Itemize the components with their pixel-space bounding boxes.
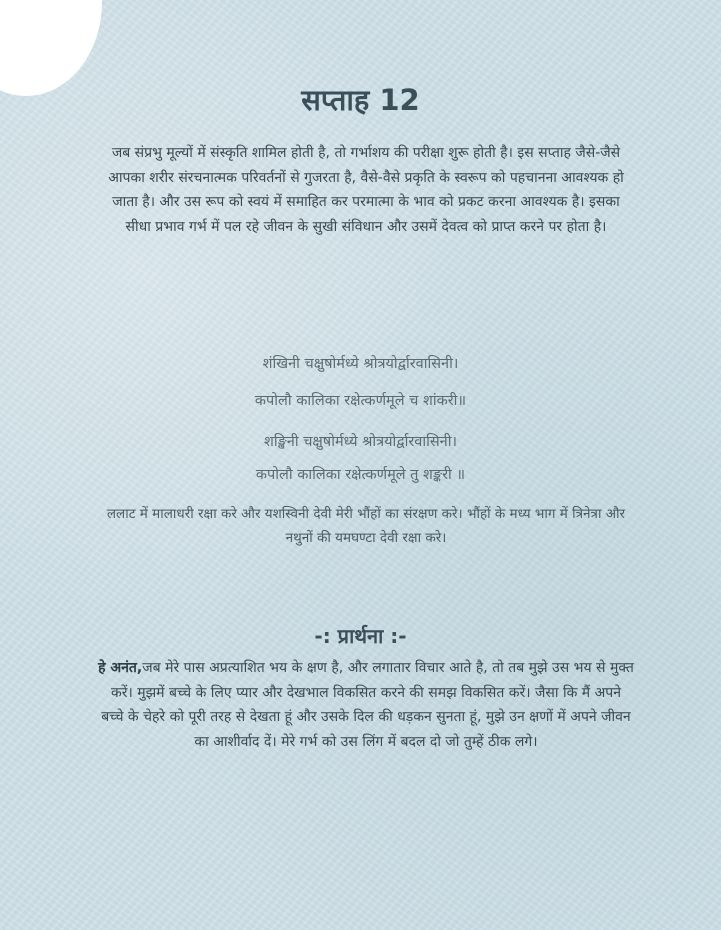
prayer-heading: -: प्रार्थना :-: [314, 624, 407, 648]
prayer-lead: हे अनंत,: [98, 660, 143, 676]
mantra-line-4: कपोलौ कालिका रक्षेत्कर्णमूले तु शङ्करी ॥: [255, 467, 466, 483]
mantra-line-3: शङ्खिनी चक्षुषोर्मध्ये श्रोत्रयोर्द्वारवासिनी।: [264, 434, 457, 450]
mantra-meaning: ललाट में मालाधरी रक्षा करे और यशस्विनी देवी मेरी भौंहों का संरक्षण करे। भौंहों के मध्य भाग में त्रिनेत्रा और नथुनों की यमघण्टा देवी रक्षा करे।: [106, 506, 626, 546]
prayer-paragraph: [98, 656, 634, 754]
intro-paragraph: जब संप्रभु मूल्यों में संस्कृति शामिल होती है, तो गर्भाशय की परीक्षा शुरू होती है। इस सप्ताह जैसे-जैसे आपका शरीर संरचनात्मक परिवर्तनों से गुजरता है, वैसे-वैसे प्रकृति के स्वरूप को पहचानना आवश्यक हो जाता है। और उस रूप को स्वयं में समाहित कर परमात्मा के भाव को प्रकट करना आवश्यक है। इसका सीधा प्रभाव गर्भ में पल रहे जीवन के सुखी संविधान और उसमें देवत्व को प्राप्त करने पर होता है।: [108, 145, 624, 235]
page-title: सप्ताह 12: [301, 83, 420, 117]
prayer-body: जब मेरे पास अप्रत्याशित भय के क्षण है, और लगातार विचार आते है, तो तब मुझे उस भय से मुक्त करें। मुझमें बच्चे के लिए प्यार और देखभाल विकसित करने की समझ विकसित करें। जैसा कि मैं अपने बच्चे के चेहरे को पूरी तरह से देखता हूं और उसके दिल की धड़कन सुनता हूं, मुझे उन क्षणों में अपने जीवन का आशीर्वाद दें। मेरे गर्भ को उस लिंग में बदल दो जो तुम्हें ठीक लगे।: [101, 660, 634, 750]
mantra-line-2: कपोलौ कालिका रक्षेत्कर्णमूले च शांकरी॥: [254, 393, 467, 409]
mantra-line-1: शंखिनी चक्षुषोर्मध्ये श्रोत्रयोर्द्वारवासिनी।: [262, 356, 459, 372]
